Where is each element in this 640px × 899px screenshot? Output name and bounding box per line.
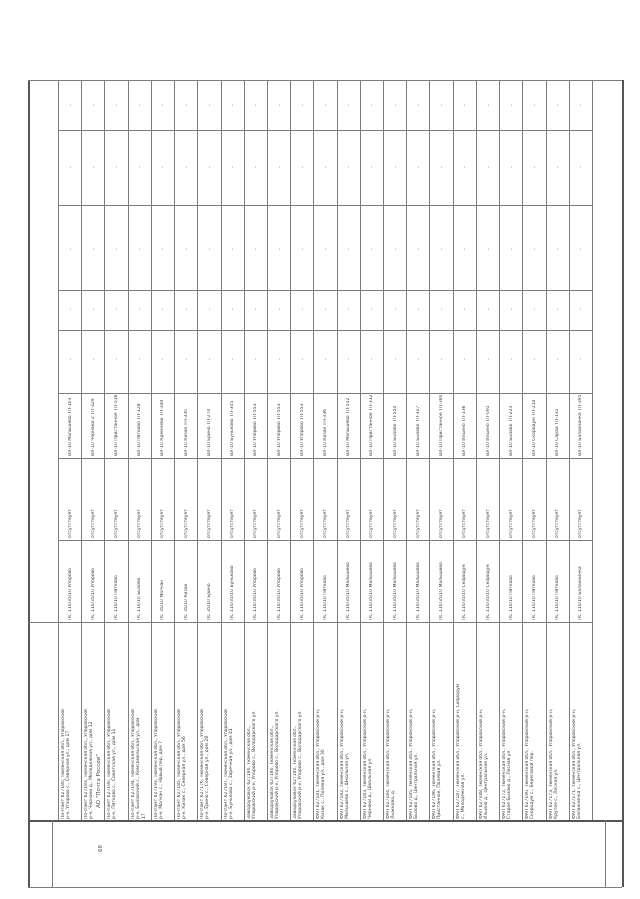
row-substation: ПС 35/10 Кизак: [183, 583, 189, 620]
row-status: отсутствует: [531, 509, 537, 538]
empty-cell-mark: -: [462, 358, 469, 360]
empty-cell-mark: -: [462, 166, 469, 168]
empty-cell-mark: -: [531, 358, 538, 360]
empty-cell-mark: -: [485, 104, 492, 106]
empty-cell-mark: -: [531, 104, 538, 106]
row-line: [128, 80, 129, 820]
empty-cell-mark: -: [323, 104, 329, 106]
row-feeder: ВЛ-10 Балахнинка ТП-395: [578, 394, 584, 456]
empty-cell-mark: -: [485, 358, 492, 360]
empty-cell-mark: -: [439, 166, 446, 168]
row-status: отсутствует: [276, 509, 282, 538]
row-feeder: ВЛ-10 Упорово ТП-553: [253, 403, 259, 456]
row-address: Заводоуковск 627180, Тюменская обл., Упоровский р-н, Упорово с., Володарского ул.: [293, 710, 304, 819]
empty-cell-mark: -: [230, 358, 237, 360]
row-substation: ПС 110/35/10 Упорово: [90, 568, 96, 620]
empty-cell-mark: -: [253, 104, 260, 106]
empty-cell-mark: -: [415, 308, 422, 310]
row-address: Почтамт 627185, Тюменская обл., Упоровский р-н, Кизак с., Северная ул., дом 56: [177, 709, 188, 819]
row-substation: ПС 110/10 Пятково: [508, 575, 514, 620]
empty-cell-mark: -: [415, 248, 422, 250]
empty-cell-mark: -: [114, 166, 121, 168]
column-line: [58, 290, 592, 291]
row-line: [546, 80, 547, 820]
column-line: [58, 130, 592, 131]
row-status: отсутствует: [183, 509, 189, 538]
empty-cell-mark: -: [253, 166, 260, 168]
empty-cell-mark: -: [392, 248, 399, 250]
empty-cell-mark: -: [160, 104, 167, 106]
empty-cell-mark: -: [485, 248, 492, 250]
empty-cell-mark: -: [206, 358, 213, 360]
empty-cell-mark: -: [67, 248, 74, 250]
row-address: ФАП 627190, Тюменская обл., Упоровский р-н, Скородум с., Береговой пер.: [525, 708, 536, 819]
empty-cell-mark: -: [137, 166, 144, 168]
empty-cell-mark: -: [183, 308, 190, 310]
empty-cell-mark: -: [114, 308, 121, 310]
empty-cell-mark: -: [531, 308, 538, 310]
empty-cell-mark: -: [160, 358, 167, 360]
row-address: Почтамт 627193, Тюменская обл., Упоровский р-н, Молчан с., Новый пер, дом 7: [153, 709, 165, 819]
row-substation: ПС 35/10 Ёрино: [206, 583, 212, 620]
empty-cell-mark: -: [137, 308, 144, 310]
empty-cell-mark: -: [160, 308, 167, 310]
column-line: [58, 80, 592, 81]
row-status: отсутствует: [137, 509, 143, 538]
empty-cell-mark: -: [299, 104, 306, 106]
section-divider: [28, 820, 622, 822]
row-status: отсутствует: [346, 509, 352, 538]
row-feeder: ВЛ-10 Упорово ТП-553: [276, 403, 282, 456]
row-substation: ПС 110/35/10 Упорово: [299, 568, 305, 620]
column-line: [28, 622, 58, 623]
row-status: отсутствует: [299, 509, 305, 538]
row-status: отсутствует: [369, 509, 375, 538]
empty-cell-mark: -: [160, 248, 167, 250]
row-substation: ПС 110/35/10 Упорово: [67, 568, 73, 620]
table-border-left: [28, 80, 30, 887]
row-line: [58, 80, 59, 820]
row-status: отсутствует: [253, 509, 259, 538]
row-address: Почтамт 627176, Тюменская обл., Упоровский р-н, Ёрино с., Северная ул., дом 28: [200, 709, 211, 819]
empty-cell-mark: -: [230, 308, 237, 310]
empty-cell-mark: -: [114, 358, 121, 360]
empty-cell-mark: -: [276, 166, 283, 168]
row-address: ФАП 627187, Тюменская обл., Упоровский р-н, Скородум с., Молодежная ул.: [455, 683, 466, 819]
empty-cell-mark: -: [206, 248, 213, 250]
empty-cell-mark: -: [392, 104, 399, 106]
empty-cell-mark: -: [346, 248, 353, 250]
empty-cell-mark: -: [555, 308, 562, 310]
empty-cell-mark: -: [253, 248, 260, 250]
empty-cell-mark: -: [369, 104, 376, 106]
empty-cell-mark: -: [369, 308, 376, 310]
empty-cell-mark: -: [160, 166, 167, 168]
number-col-divider: [52, 820, 53, 887]
empty-cell-mark: -: [485, 308, 492, 310]
empty-cell-mark: -: [90, 248, 97, 250]
row-feeder: ВЛ-10 Буньково ТП-305: [230, 400, 236, 456]
row-status: отсутствует: [415, 509, 421, 538]
row-feeder: ВЛ-10 Ильино ТП-136: [462, 405, 468, 456]
row-feeder: ВЛ-10 Ёрино ТП-270: [206, 408, 212, 456]
empty-cell-mark: -: [206, 308, 213, 310]
row-feeder: ВЛ-10 Пристанное ТП-312: [369, 394, 375, 456]
empty-cell-mark: -: [508, 308, 515, 310]
row-feeder: ВЛ-10 Бызово ТП-223: [508, 405, 514, 456]
empty-cell-mark: -: [346, 166, 353, 168]
row-status: отсутствует: [206, 509, 212, 538]
row-address: Почтамт 627180, Тюменская обл., Упоровский р-н, Упорово с., Северная ул., дом 17: [61, 709, 72, 819]
row-substation: ПС 110/10 Пятково: [323, 575, 328, 620]
empty-cell-mark: -: [508, 358, 515, 360]
column-line: [58, 622, 592, 623]
empty-cell-mark: -: [508, 248, 515, 250]
row-substation: ПС 110/35/10 Упорово: [276, 568, 282, 620]
row-substation: ПС 110/35/10 Малышево: [346, 562, 352, 620]
column-line: [58, 330, 592, 331]
empty-cell-mark: -: [578, 308, 585, 310]
empty-cell-mark: -: [183, 248, 190, 250]
empty-cell-mark: -: [299, 308, 306, 310]
empty-cell-mark: -: [276, 358, 283, 360]
row-address: ФАП 627173, Тюменская обл., Упоровский р-н, Крутое с., Лесная ул.: [548, 708, 559, 819]
empty-cell-mark: -: [392, 308, 399, 310]
row-address: ФАП 627184, Тюменская обл., Упоровский р-н, Лыжкова, д.: [386, 708, 397, 819]
row-substation: ПС 110/35/10 Малышево: [369, 562, 375, 620]
org-name: АО "Почта России": [96, 754, 102, 808]
row-feeder: ВЛ-10 Малышево ТП-512: [346, 397, 352, 456]
row-status: отсутствует: [392, 509, 398, 538]
empty-cell-mark: -: [415, 358, 422, 360]
row-feeder: ВЛ-10 Скородум ТП-214: [531, 399, 537, 456]
row-address: ФАП 627186, Тюменская обл., Упоровский р-н, Пристанное, Полевая ул.: [432, 708, 443, 819]
empty-cell-mark: -: [67, 358, 74, 360]
empty-cell-mark: -: [392, 358, 399, 360]
empty-cell-mark: -: [346, 358, 353, 360]
row-status: отсутствует: [114, 509, 120, 538]
empty-cell-mark: -: [346, 308, 353, 310]
row-address: Почтамт 627183, Тюменская обл., Упоровский р-н, Чернаки д., Молодежная ул., дом 12: [84, 709, 95, 819]
row-address: Почтамт 627194, Тюменская обл., Упоровский р-н, Бызовский с., Комсомольская ул., дом 17: [130, 709, 147, 819]
empty-cell-mark: -: [369, 358, 376, 360]
row-substation: ПС 110/10 Пятково: [555, 575, 561, 620]
row-substation: ПС 110/35/10 Малышево: [392, 562, 398, 620]
empty-cell-mark: -: [206, 104, 213, 106]
row-feeder: ВЛ-10 Бызово ТП-317: [415, 405, 421, 456]
empty-cell-mark: -: [439, 308, 446, 310]
empty-cell-mark: -: [230, 166, 237, 168]
empty-cell-mark: -: [508, 104, 515, 106]
table-border-right: [622, 80, 624, 887]
row-substation: ПС 110/35/10 Буньково: [230, 565, 236, 620]
row-feeder: ВЛ-10 Упорово ТП-553: [299, 403, 305, 456]
empty-cell-mark: -: [276, 308, 283, 310]
empty-cell-mark: -: [555, 248, 562, 250]
empty-cell-mark: -: [415, 166, 422, 168]
empty-cell-mark: -: [137, 104, 144, 106]
empty-cell-mark: -: [323, 248, 329, 250]
row-substation: ПС 35/10 Молчан: [160, 579, 166, 620]
empty-cell-mark: -: [439, 248, 446, 250]
empty-cell-mark: -: [299, 248, 306, 250]
row-status: отсутствует: [90, 509, 96, 538]
row-address: Заводоуковск 627180, Тюменская обл., Упоровский р-н, Упорово с., Володарского ул.: [246, 710, 258, 819]
row-feeder: ВЛ-10 Пристанное ТП-516: [114, 394, 120, 456]
column-line: [58, 540, 592, 541]
empty-cell-mark: -: [485, 166, 492, 168]
empty-cell-mark: -: [67, 104, 74, 106]
empty-cell-mark: -: [462, 308, 469, 310]
row-substation: ПС 110/10 Бызово: [137, 577, 143, 620]
row-substation: ПС 110/35/10 Упорово: [253, 568, 259, 620]
row-address: ФАП 627188, Тюменская обл., Упоровский р-н, Ильино д., Центральная ул.: [478, 708, 490, 819]
row-line: [453, 80, 454, 820]
empty-cell-mark: -: [555, 166, 562, 168]
empty-cell-mark: -: [578, 166, 585, 168]
empty-cell-mark: -: [276, 104, 283, 106]
empty-cell-mark: -: [531, 166, 538, 168]
empty-cell-mark: -: [206, 166, 213, 168]
row-line: [337, 80, 338, 820]
column-line: [58, 205, 592, 206]
row-status: отсутствует: [508, 509, 514, 538]
empty-cell-mark: -: [230, 104, 237, 106]
empty-cell-mark: -: [578, 248, 585, 250]
row-status: отсутствует: [323, 509, 328, 538]
row-status: отсутствует: [462, 509, 468, 538]
column-line: [58, 458, 592, 459]
empty-cell-mark: -: [323, 166, 329, 168]
empty-cell-mark: -: [439, 104, 446, 106]
empty-cell-mark: -: [392, 166, 399, 168]
empty-cell-mark: -: [299, 166, 306, 168]
row-substation: ПС 110/35/10 Малышево: [415, 562, 421, 620]
empty-cell-mark: -: [508, 166, 515, 168]
empty-cell-mark: -: [439, 358, 446, 360]
row-substation: ПС 110/10 Пятково: [531, 575, 537, 620]
row-address: Почтамт 627187, Тюменская обл., Упоровский р-н, Буньково с., Заречная ул., дом 41: [223, 709, 234, 819]
row-feeder: ВЛ-10 Пристанное ТП-380: [439, 394, 445, 456]
empty-cell-mark: -: [90, 166, 97, 168]
row-status: отсутствует: [555, 509, 561, 538]
empty-cell-mark: -: [323, 358, 329, 360]
empty-cell-mark: -: [578, 358, 585, 360]
row-feeder: ВЛ-10 Малышево ТП-103: [67, 397, 73, 456]
row-status: отсутствует: [485, 509, 491, 538]
empty-cell-mark: -: [137, 358, 144, 360]
row-status: отсутствует: [230, 509, 236, 538]
column-line: [58, 887, 592, 888]
empty-cell-mark: -: [578, 104, 585, 106]
org-number: 68: [98, 845, 104, 852]
empty-cell-mark: -: [462, 248, 469, 250]
empty-cell-mark: -: [346, 104, 353, 106]
empty-cell-mark: -: [114, 104, 121, 106]
empty-cell-mark: -: [369, 166, 376, 168]
row-status: отсутствует: [578, 509, 584, 538]
empty-cell-mark: -: [555, 104, 562, 106]
empty-cell-mark: -: [415, 104, 422, 106]
empty-cell-mark: -: [253, 308, 260, 310]
row-feeder: ВЛ-10 Кремлёво ТП-349: [160, 399, 166, 456]
row-status: отсутствует: [160, 509, 166, 538]
empty-cell-mark: -: [137, 248, 144, 250]
empty-cell-mark: -: [462, 104, 469, 106]
empty-cell-mark: -: [531, 248, 538, 250]
row-substation: ПС 110/10 Балахнинка: [578, 566, 584, 620]
row-feeder: ВЛ-10 Чернаки-2 ТП-329: [90, 398, 96, 456]
row-address: ФАП 627182, Тюменская обл., Упоровский р-н, Малышево с., Школьная ул.: [339, 708, 350, 819]
empty-cell-mark: -: [183, 358, 190, 360]
empty-cell-mark: -: [299, 358, 306, 360]
row-address: Почтамт 627190, Тюменская обл., Упоровский р-н, Пятково с., Советская ул., дом 11: [107, 709, 118, 819]
empty-cell-mark: -: [369, 248, 376, 250]
empty-cell-mark: -: [555, 358, 562, 360]
row-feeder: ВЛ-10 Ильино ТП-091: [485, 405, 491, 456]
empty-cell-mark: -: [67, 166, 74, 168]
row-feeder: ВЛ-10 Кизак ТП-330: [183, 408, 189, 456]
row-feeder: ВЛ-10 Сараи ТП-132: [555, 408, 561, 456]
row-address: ФАП 627181, Тюменская обл., Упоровский р-н, Кизак с., Полевая ул., дом 30: [316, 708, 327, 819]
empty-cell-mark: -: [323, 308, 329, 310]
row-status: отсутствует: [67, 509, 73, 538]
empty-cell-mark: -: [67, 308, 74, 310]
empty-cell-mark: -: [276, 248, 283, 250]
empty-cell-mark: -: [253, 358, 260, 360]
empty-cell-mark: -: [183, 166, 190, 168]
row-feeder: ВЛ-10 Пятково ТП-128: [137, 403, 143, 456]
empty-cell-mark: -: [114, 248, 121, 250]
row-address: ФАП 627172, Тюменская обл., Упоровский р-н, Старое Бызово д., Лесная ул.: [502, 708, 513, 819]
row-address: ФАП 627185, Тюменская обл., Упоровский р-н, Бызово д., Центральная ул.: [409, 708, 420, 819]
row-line: [221, 80, 222, 820]
row-address: ФАП 627183, Тюменская обл., Упоровский р-н, Чернаки д., Школьная ул.: [362, 708, 374, 819]
row-substation: ПС 110/35/10 Малышево: [439, 562, 445, 620]
empty-cell-mark: -: [90, 358, 97, 360]
row-feeder: ВЛ-10 Бызово ТП-554: [392, 405, 398, 456]
empty-cell-mark: -: [90, 104, 97, 106]
row-line: [605, 820, 606, 887]
empty-cell-mark: -: [230, 248, 237, 250]
row-substation: ПС 110/10 Пятково: [114, 575, 120, 620]
row-address: ФАП 627171, Тюменская обл., Упоровский р-н, Балахнинка с., Центральная ул.: [571, 708, 583, 819]
empty-cell-mark: -: [183, 104, 190, 106]
row-status: отсутствует: [439, 509, 445, 538]
row-substation: ПС 110/35/10 Скородум: [462, 564, 468, 620]
row-substation: ПС 110/35/10 Скородум: [485, 564, 491, 620]
empty-cell-mark: -: [90, 308, 97, 310]
row-address: Заводоуковск 627180, Тюменская обл., Упоровский р-н, Упорово с., Володарского ул.: [269, 710, 281, 819]
row-feeder: ВЛ-10 Кизак ТП-336: [323, 408, 328, 456]
